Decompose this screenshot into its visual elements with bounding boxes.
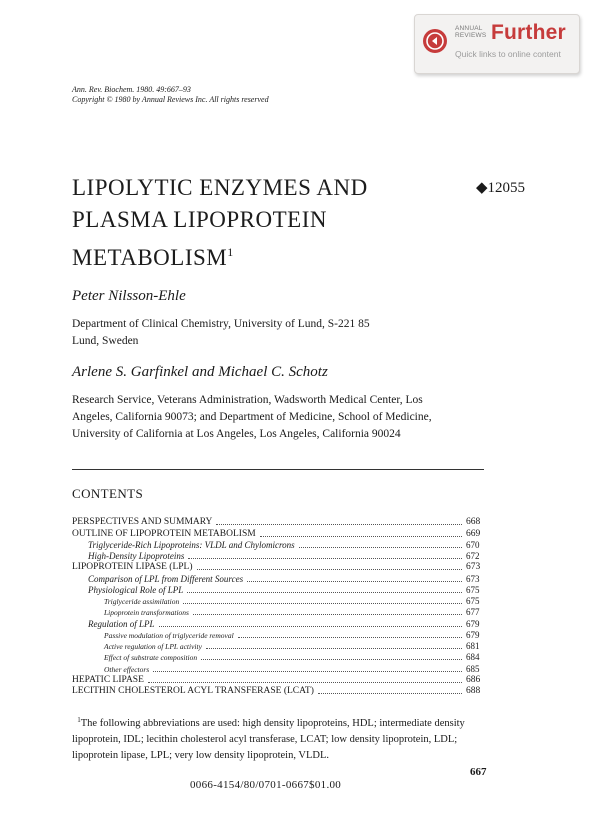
author-2-names: Arlene S. Garfinkel and Michael C. Schotz	[72, 364, 328, 380]
toc-dot-leader	[238, 636, 462, 638]
toc-entry-label: LECITHIN CHOLESTEROL ACYL TRANSFERASE (LCAT)	[72, 686, 314, 696]
toc-entry[interactable]	[72, 662, 488, 673]
copyright-line: Copyright © 1980 by Annual Reviews Inc. All rights reserved	[72, 95, 269, 104]
toc-entry-page: 668	[466, 517, 481, 528]
footnote-line-2: lipoprotein, IDL; lecithin cholesterol acyl transferase, LCAT; low density lipoprotein, LDL;	[72, 734, 458, 745]
further-tagline: Quick links to online content	[455, 49, 561, 59]
toc-entry[interactable]	[72, 617, 488, 628]
toc-entry[interactable]	[72, 685, 488, 696]
toc-dot-leader	[197, 568, 462, 570]
annual-reviews-wordmark	[455, 25, 491, 39]
article-title	[72, 172, 368, 274]
affiliation-line: University of California at Los Angeles, Los Angeles, California 90024	[72, 428, 401, 440]
toc-dot-leader	[318, 692, 462, 694]
affiliation-line: Department of Clinical Chemistry, University of Lund, S-221 85	[72, 318, 370, 330]
citation-line-1: Ann. Rev. Biochem. 1980. 49:667–93	[72, 85, 191, 94]
toc-dot-leader	[183, 602, 462, 604]
affiliation-line: Lund, Sweden	[72, 335, 139, 347]
footnote-mark: 1	[77, 716, 81, 724]
title-line-2: PLASMA LIPOPROTEIN	[72, 207, 328, 232]
toc-entry[interactable]	[72, 561, 488, 572]
title-footnote-mark[interactable]: 1	[227, 245, 234, 259]
footnote-line-1: $^1$The following abbreviations are used: high density lipoproteins, HDL; intermediate density	[77, 716, 465, 729]
toc-entry-label: Physiological Role of LPL	[88, 584, 184, 595]
toc-entry-page: 688	[466, 686, 481, 696]
toc-entry[interactable]	[72, 572, 488, 583]
toc-entry[interactable]	[72, 674, 488, 685]
play-arrow-icon	[423, 29, 447, 53]
toc-entry[interactable]	[72, 550, 488, 561]
toc-dot-leader	[159, 625, 462, 627]
toc-entry-label: Other effectors	[104, 664, 150, 674]
toc-dot-leader	[148, 681, 462, 683]
toc-entry-page: 670	[466, 539, 480, 550]
toc-entry-label: Active regulation of LPL activity	[104, 642, 202, 651]
toc-entry[interactable]	[72, 595, 488, 606]
further-title: Further	[491, 21, 566, 44]
title-line-1: LIPOLYTIC ENZYMES AND	[72, 175, 368, 200]
toc-entry-page: 675	[466, 596, 480, 606]
toc-dot-leader	[188, 557, 462, 559]
toc-entry[interactable]	[72, 584, 488, 595]
affiliation-line: Angeles, California 90073; and Department of Medicine, School of Medicine,	[72, 411, 432, 423]
section-divider	[72, 469, 484, 470]
author-1-affiliation	[72, 316, 370, 350]
toc-entry-label: Effect of substrate composition	[104, 653, 198, 663]
toc-entry[interactable]	[72, 606, 488, 617]
brand-line-2: REVIEWS	[455, 32, 487, 39]
title-line-3: METABOLISM$^1$	[72, 245, 234, 270]
toc-entry-label: Triglyceride assimilation	[104, 597, 180, 606]
contents-heading: CONTENTS	[72, 486, 144, 501]
toc-entry[interactable]	[72, 629, 488, 640]
toc-entry[interactable]	[72, 651, 488, 662]
toc-entry-page: 677	[466, 607, 480, 618]
price-code-line: 0066-4154/80/0701-0667$01.00	[190, 779, 342, 791]
toc-entry-page: 681	[466, 641, 480, 651]
toc-entry-label: Triglyceride-Rich Lipoproteins: VLDL and Chylomicrons	[88, 539, 295, 550]
brand-line-1: ANNUAL	[455, 25, 483, 32]
toc-entry-label: OUTLINE OF LIPOPROTEIN METABOLISM	[72, 528, 256, 539]
journal-citation	[72, 85, 269, 105]
toc-entry-label: LIPOPROTEIN LIPASE (LPL)	[72, 562, 193, 573]
footnote-line-3: lipoprotein lipase, LPL; very low density lipoprotein, VLDL.	[72, 750, 330, 761]
affiliation-line: Research Service, Veterans Administration, Wadsworth Medical Center, Los	[72, 394, 423, 406]
toc-entry-page: 669	[466, 528, 481, 539]
toc-entry-page: 685	[466, 663, 480, 674]
toc-dot-leader	[216, 523, 462, 525]
toc-entry[interactable]	[72, 516, 488, 527]
toc-entry-page: 673	[466, 573, 480, 584]
toc-dot-leader	[299, 546, 462, 548]
table-of-contents	[72, 516, 488, 696]
toc-entry-label: PERSPECTIVES AND SUMMARY	[72, 517, 213, 528]
toc-entry-page: 679	[466, 618, 480, 629]
article-number: ◆12055	[476, 180, 526, 196]
annual-reviews-further-badge[interactable]	[414, 14, 580, 74]
toc-entry-page: 675	[466, 584, 480, 595]
toc-entry[interactable]	[72, 539, 488, 550]
toc-entry[interactable]	[72, 527, 488, 538]
abbreviations-footnote	[72, 712, 486, 764]
toc-entry-page: 679	[466, 629, 480, 640]
toc-entry-label: High-Density Lipoproteins	[88, 551, 185, 561]
toc-entry-label: Passive modulation of triglyceride removal	[104, 630, 234, 640]
toc-entry-label: HEPATIC LIPASE	[72, 674, 144, 685]
toc-entry-page: 686	[466, 674, 481, 685]
toc-entry-page: 672	[466, 551, 480, 561]
toc-entry-page: 684	[466, 652, 480, 663]
toc-entry-page: 673	[466, 562, 481, 573]
toc-entry[interactable]	[72, 640, 488, 651]
toc-entry-label: Lipoprotein transformations	[104, 608, 189, 618]
toc-entry-label: Comparison of LPL from Different Sources	[88, 573, 244, 584]
toc-dot-leader	[153, 670, 462, 672]
toc-entry-label: Regulation of LPL	[88, 618, 155, 629]
toc-dot-leader	[187, 591, 462, 593]
author-2-affiliation	[72, 392, 432, 443]
toc-dot-leader	[193, 613, 462, 615]
toc-dot-leader	[206, 647, 462, 649]
toc-dot-leader	[247, 580, 462, 582]
author-1-name: Peter Nilsson-Ehle	[72, 288, 186, 304]
toc-dot-leader	[201, 658, 462, 660]
toc-dot-leader	[260, 535, 462, 537]
page-number: 667	[470, 766, 487, 778]
